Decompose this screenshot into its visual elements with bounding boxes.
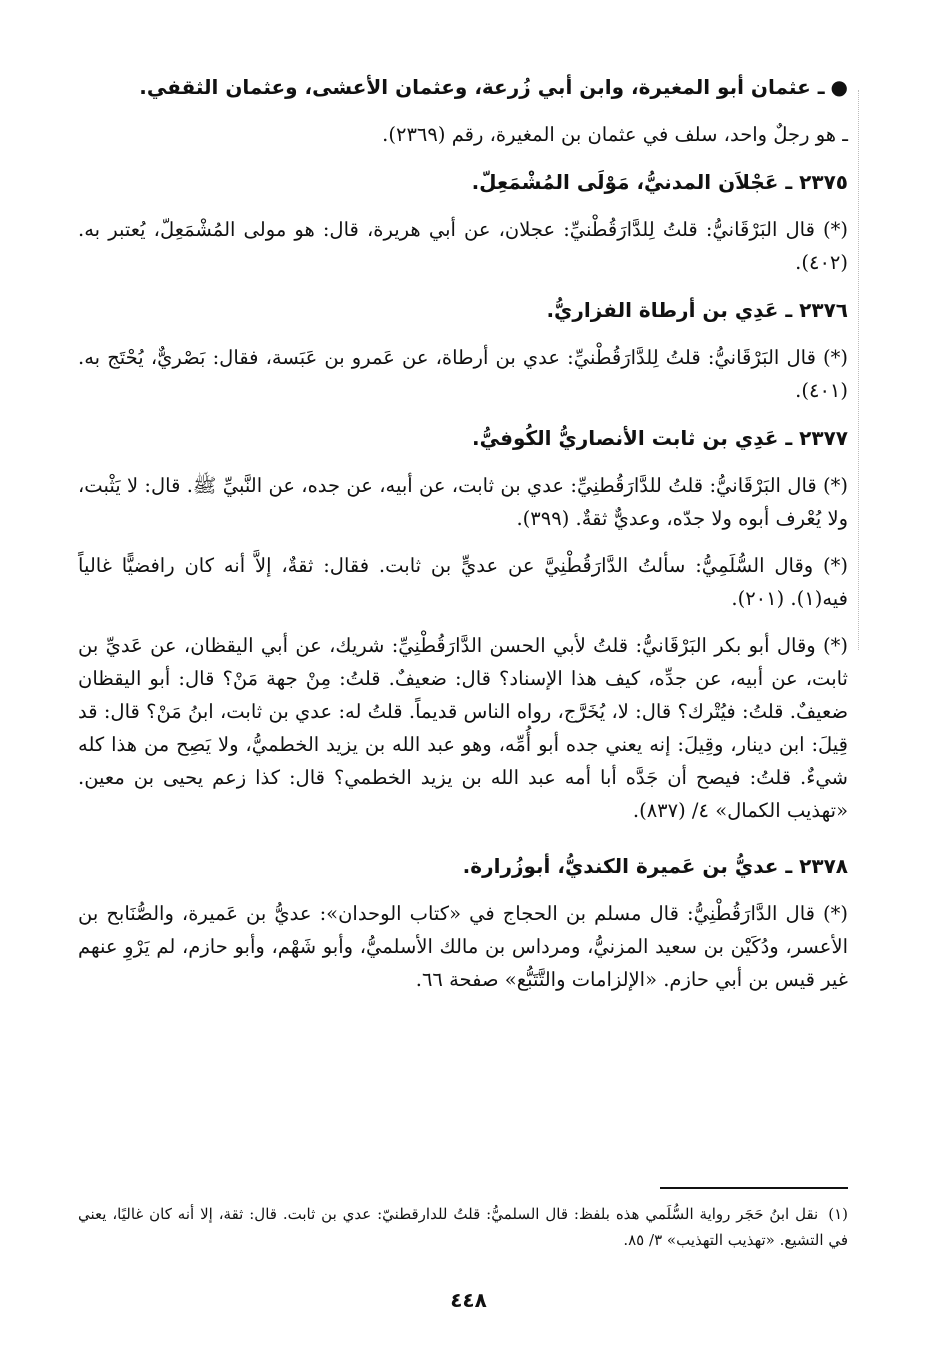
margin-rule xyxy=(858,90,859,650)
footnote xyxy=(78,1201,848,1253)
entry-2378 xyxy=(78,849,848,996)
entry-heading: ٢٣٧٧ ـ عَدِي بن ثابت الأنصاريُّ الكُوفيُّ. xyxy=(472,426,848,450)
entry-heading: ٢٣٧٨ ـ عديُّ بن عَميرة الكنديُّ، أبوزُرارة. xyxy=(462,854,848,878)
entry-heading: ٢٣٧٥ ـ عَجْلاَن المدنيُّ، مَوْلَى المُشْمَعِلّ. xyxy=(471,170,848,194)
entry-paragraph: ـ هو رجلٌ واحد، سلف في عثمان بن المغيرة، رقم (٢٣٦٩). xyxy=(382,123,848,146)
entry-heading-text: ـ عثمان أبو المغيرة، وابن أبي زُرعة، وعثمان الأعشى، وعثمان الثقفي. xyxy=(139,75,825,99)
entry-paragraph: (*) قال البَرْقَانيُّ: قلتُ للدَّارَقُطنِيِّ: عدي بن ثابت، عن أبيه، عن جده، عن النَّبيِّ ﷺ. قال: لا يَثْبت، ولا يُعْرف أبوه ولا جدّه، وعديٌّ ثقةٌ. (٣٩٩). xyxy=(78,474,848,530)
entry-paragraph: (*) قال البَرْقَانيُّ: قلتُ لِلدَّارَقُطْنيِّ: عدي بن أرطاة، عن عَمرو بن عَبَسة، فقال: بَصْريٌّ، يُحْتَج به. (٤٠١). xyxy=(78,346,848,402)
page-body xyxy=(78,70,848,1010)
page-number: ٤٤٨ xyxy=(450,1288,487,1312)
entry-2376 xyxy=(78,293,848,407)
entry-2375 xyxy=(78,165,848,279)
entry-paragraph: (*) وقال أبو بكر البَرْقَانيُّ: قلتُ لأبي الحسن الدَّارَقُطْنِيِّ: شريك، عن أبي اليقظان، عن عَديِّ بن ثابت، عن أبيه، عن جدِّه، كيف هذا الإسناد؟ قال: ضعيفٌ. قلتُ: مِنْ جهة مَنْ؟ قال: أبو اليقظان ضعيفٌ. قلتُ: فيُتْرك؟ قال: لا، يُخَرَّج، رواه الناس قديماً. قلتُ له: عدي بن ثابت، ابنُ مَنْ؟ قال: قد قِيلَ: ابن دينار، وقِيلَ: إنه يعني جده أبو أُمِّه، وهو عبد الله بن يزيد الخطميُّ، ولا يَصِح من هذا كله شيءٌ. قلتُ: فيصح أن جَدَّه أبا أمه عبد الله بن يزيد الخطمي؟ قال: كذا زعم يحيى بن معين. «تهذيب الكمال» ٤/ (٨٣٧). xyxy=(78,634,848,822)
entry-paragraph: (*) قال البَرْقَانيُّ: قلتُ لِلدَّارَقُطْنيِّ: عجلان، عن أبي هريرة، قال: هو مولى المُشْمَعِلّ، يُعتبر به. (٤٠٢). xyxy=(78,218,848,274)
entry-paragraph: (*) قال الدَّارَقُطْنِيُّ: قال مسلم بن الحجاج في «كتاب الوحدان»: عديُّ بن عَميرة، والصُّنَابح بن الأعسر، ودُكَيْن بن سعيد المزنيُّ، ومرداس بن مالك الأسلميُّ، وأبو شَهْم، وأبو حازم، لم يَرْوِ عنهم غير قيس بن أبي حازم. «الإلزامات والتَّتَبُّع» صفحة ٦٦. xyxy=(78,902,848,991)
bullet-icon: ● xyxy=(830,75,848,99)
entry-uthman xyxy=(78,70,848,151)
entry-heading xyxy=(78,70,848,104)
footnote-separator xyxy=(660,1187,848,1189)
footnote-text: نقل ابنُ حَجَر رواية السُّلَمي هذه بلفظ: قال السلميُّ: قلتُ للدارقطنيّ: عدي بن ثابت. قال: ثقة، إلا أنه كان غاليًا، يعني في التشيع. «تهذيب التهذيب» ٣/ ٨٥. xyxy=(78,1205,848,1249)
entry-2377 xyxy=(78,421,848,827)
footnote-mark: (١) xyxy=(828,1205,848,1223)
entry-heading: ٢٣٧٦ ـ عَدِي بن أرطاة الفزاريُّ. xyxy=(546,298,848,322)
entry-paragraph: (*) وقال السُّلَمِيُّ: سألتُ الدَّارَقُطْنِيَّ عن عديٍّ بن ثابت. فقال: ثقةٌ، إلاَّ أنه كان رافضيًّا غالياً فيه(١). (٢٠١). xyxy=(78,554,848,610)
